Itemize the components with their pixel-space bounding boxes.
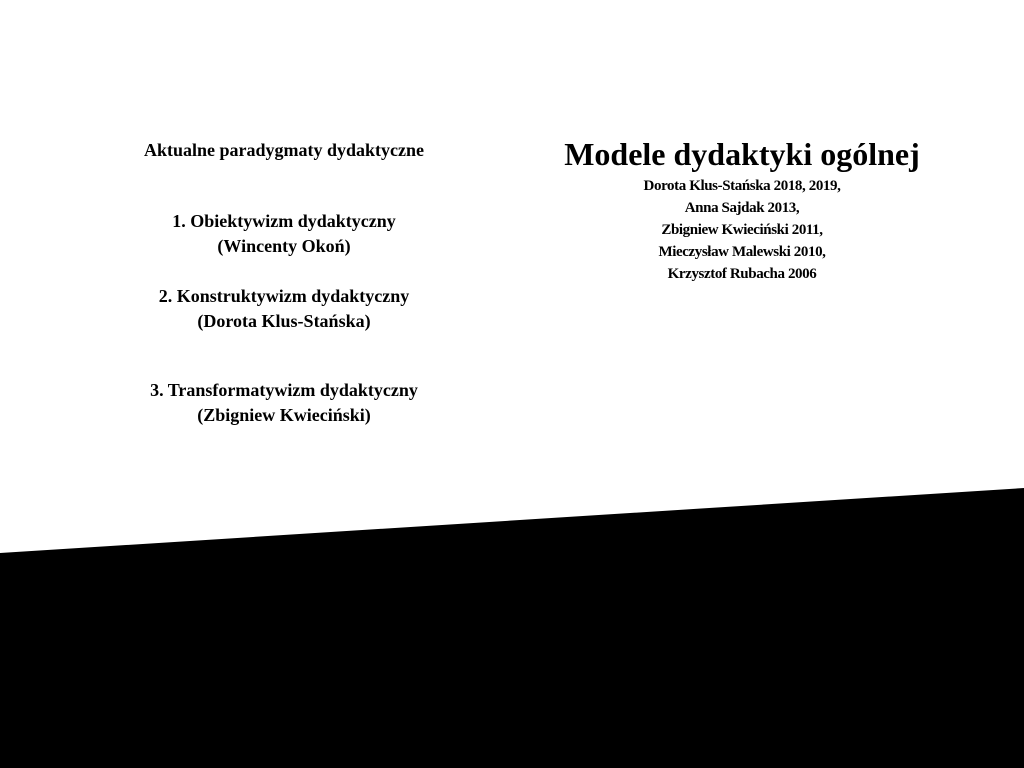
- references-list: [512, 175, 972, 285]
- paradigm-item-2-author: (Dorota Klus-Stańska): [197, 311, 371, 331]
- models-section: [512, 134, 972, 285]
- paradigm-item-3: [84, 378, 484, 428]
- paradigm-item-1-author: (Wincenty Okoń): [217, 236, 351, 256]
- paradigm-item-1-name: 1. Obiektywizm dydaktyczny: [172, 211, 396, 231]
- reference-item: Dorota Klus-Stańska 2018, 2019,: [643, 178, 841, 194]
- reference-item: Anna Sajdak 2013,: [684, 200, 800, 216]
- paradigms-heading: Aktualne paradygmaty dydaktyczne: [143, 140, 425, 160]
- reference-item: Krzysztof Rubacha 2006: [667, 266, 817, 282]
- paradigm-item-3-name: 3. Transformatywizm dydaktyczny: [150, 380, 418, 400]
- reference-item: Zbigniew Kwieciński 2011,: [661, 222, 823, 238]
- paradigm-item-2-name: 2. Konstruktywizm dydaktyczny: [158, 286, 410, 306]
- paradigms-section: [84, 138, 484, 428]
- diagonal-band-polygon: [0, 488, 1024, 768]
- paradigm-item-3-author: (Zbigniew Kwieciński): [197, 405, 371, 425]
- paradigm-item-1: [84, 209, 484, 259]
- paradigm-item-2: [84, 284, 484, 334]
- slide-title: Modele dydaktyki ogólnej: [564, 136, 920, 172]
- reference-item: Mieczysław Malewski 2010,: [658, 244, 826, 260]
